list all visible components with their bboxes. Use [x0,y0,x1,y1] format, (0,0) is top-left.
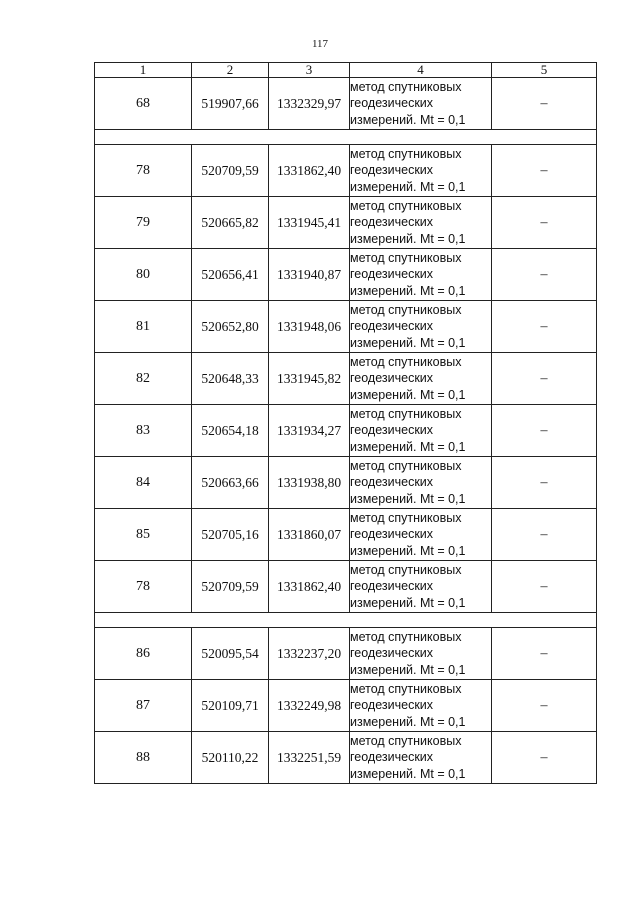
method-cell [350,457,492,509]
method-text-line: измерений. Mt = 0,1 [350,387,466,402]
note-cell: – [492,249,597,301]
coordinates-table [94,62,597,784]
method-text-line: измерений. Mt = 0,1 [350,543,466,558]
method-text-line: метод спутниковых [350,302,462,317]
method-text-line: геодезических [350,96,434,111]
note-cell: – [492,457,597,509]
column-header-5: 5 [492,63,597,78]
x-coordinate-cell: 520665,82 [192,197,269,249]
y-coordinate-cell: 1331945,82 [269,353,350,405]
point-number-cell: 87 [95,680,192,732]
method-text-line: метод спутниковых [350,198,462,213]
y-coordinate-cell: 1331860,07 [269,509,350,561]
y-coordinate-cell: 1332249,98 [269,680,350,732]
point-number-cell: 78 [95,561,192,613]
table-row [95,680,597,732]
method-cell [350,249,492,301]
x-coordinate-cell: 520109,71 [192,680,269,732]
method-cell [350,680,492,732]
point-number-cell: 84 [95,457,192,509]
note-cell: – [492,680,597,732]
method-text-line: геодезических [350,423,434,438]
method-text-line: метод спутниковых [350,79,462,94]
method-text-line: геодезических [350,527,434,542]
note-cell: – [492,509,597,561]
point-number-cell: 85 [95,509,192,561]
table-row [95,78,597,130]
point-number-cell: 82 [95,353,192,405]
column-header-1: 1 [95,63,192,78]
x-coordinate-cell: 520652,80 [192,301,269,353]
method-text-line: геодезических [350,646,434,661]
point-number-cell: 88 [95,732,192,784]
method-text-line: метод спутниковых [350,562,462,577]
method-text-line: метод спутниковых [350,681,462,696]
y-coordinate-cell: 1331862,40 [269,561,350,613]
y-coordinate-cell: 1331940,87 [269,249,350,301]
method-text-line: измерений. Mt = 0,1 [350,714,466,729]
separator-cell [95,613,597,628]
table-header-row [95,63,597,78]
y-coordinate-cell: 1332237,20 [269,628,350,680]
note-cell: – [492,78,597,130]
table-row [95,145,597,197]
y-coordinate-cell: 1331948,06 [269,301,350,353]
method-text-line: геодезических [350,267,434,282]
y-coordinate-cell: 1331945,41 [269,197,350,249]
method-text-line: геодезических [350,579,434,594]
method-text-line: метод спутниковых [350,406,462,421]
method-text-line: измерений. Mt = 0,1 [350,283,466,298]
x-coordinate-cell: 520663,66 [192,457,269,509]
point-number-cell: 83 [95,405,192,457]
separator-row [95,130,597,145]
table-body [95,78,597,784]
method-cell [350,405,492,457]
table-row [95,405,597,457]
method-text-line: геодезических [350,750,434,765]
table-row [95,628,597,680]
table-row [95,249,597,301]
method-text-line: измерений. Mt = 0,1 [350,491,466,506]
x-coordinate-cell: 520656,41 [192,249,269,301]
point-number-cell: 79 [95,197,192,249]
table-row [95,561,597,613]
method-text-line: измерений. Mt = 0,1 [350,112,466,127]
method-text-line: измерений. Mt = 0,1 [350,179,466,194]
method-text-line: геодезических [350,698,434,713]
table-row [95,732,597,784]
method-text-line: измерений. Mt = 0,1 [350,231,466,246]
method-text-line: метод спутниковых [350,354,462,369]
point-number-cell: 86 [95,628,192,680]
column-header-2: 2 [192,63,269,78]
x-coordinate-cell: 520110,22 [192,732,269,784]
note-cell: – [492,732,597,784]
table-row [95,457,597,509]
y-coordinate-cell: 1331862,40 [269,145,350,197]
note-cell: – [492,353,597,405]
method-cell [350,509,492,561]
note-cell: – [492,561,597,613]
separator-row [95,613,597,628]
method-text-line: геодезических [350,475,434,490]
column-header-3: 3 [269,63,350,78]
method-cell [350,197,492,249]
method-cell [350,561,492,613]
note-cell: – [492,405,597,457]
point-number-cell: 81 [95,301,192,353]
method-text-line: измерений. Mt = 0,1 [350,439,466,454]
method-cell [350,353,492,405]
method-text-line: измерений. Mt = 0,1 [350,335,466,350]
x-coordinate-cell: 519907,66 [192,78,269,130]
method-cell [350,78,492,130]
method-text-line: метод спутниковых [350,250,462,265]
method-text-line: метод спутниковых [350,629,462,644]
separator-cell [95,130,597,145]
method-cell [350,145,492,197]
method-text-line: измерений. Mt = 0,1 [350,662,466,677]
note-cell: – [492,197,597,249]
point-number-cell: 80 [95,249,192,301]
note-cell: – [492,145,597,197]
note-cell: – [492,301,597,353]
x-coordinate-cell: 520648,33 [192,353,269,405]
method-cell [350,301,492,353]
method-text-line: метод спутниковых [350,510,462,525]
table-row [95,197,597,249]
method-cell [350,628,492,680]
method-cell [350,732,492,784]
method-text-line: метод спутниковых [350,458,462,473]
y-coordinate-cell: 1331938,80 [269,457,350,509]
x-coordinate-cell: 520654,18 [192,405,269,457]
note-cell: – [492,628,597,680]
table-row [95,301,597,353]
table-row [95,509,597,561]
method-text-line: метод спутниковых [350,733,462,748]
method-text-line: измерений. Mt = 0,1 [350,766,466,781]
y-coordinate-cell: 1332251,59 [269,732,350,784]
y-coordinate-cell: 1331934,27 [269,405,350,457]
method-text-line: геодезических [350,163,434,178]
column-header-4: 4 [350,63,492,78]
method-text-line: геодезических [350,319,434,334]
x-coordinate-cell: 520709,59 [192,145,269,197]
x-coordinate-cell: 520095,54 [192,628,269,680]
point-number-cell: 68 [95,78,192,130]
page-number: 117 [311,38,329,50]
x-coordinate-cell: 520705,16 [192,509,269,561]
method-text-line: метод спутниковых [350,146,462,161]
x-coordinate-cell: 520709,59 [192,561,269,613]
y-coordinate-cell: 1332329,97 [269,78,350,130]
method-text-line: измерений. Mt = 0,1 [350,595,466,610]
point-number-cell: 78 [95,145,192,197]
table-row [95,353,597,405]
method-text-line: геодезических [350,371,434,386]
method-text-line: геодезических [350,215,434,230]
